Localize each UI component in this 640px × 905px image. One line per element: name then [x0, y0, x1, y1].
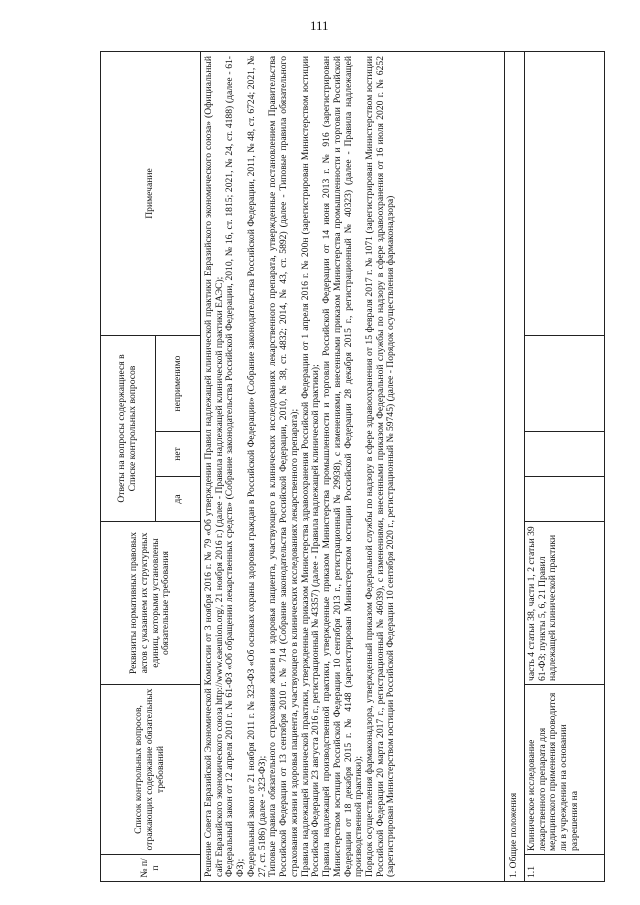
preamble-paragraph: Решение Совета Евразийской Экономической Комиссии от 3 ноября 2016 г. № 79 «Об утверждении Правил надлежащей клинической практики Евразийского экономического союза» (Официальный сайт Евразийского экономического союза http://www.eaeunion.org/, 21 ноября 2016 г.) (далее - Правила надлежащей клинической практики ЕАЭС); — [203, 56, 225, 877]
header-na: неприменимо — [156, 336, 201, 432]
checklist-table — [100, 51, 605, 882]
preamble-paragraph: Правила надлежащей производственной практики, утвержденные приказом Министерства промышленности и торговли Российской Федерации от 14 июня 2013 г. № 916 (зарегистрирован Министерством юстиции Российской Федерации 10 сентября 2013 г., регистрационный № 29938), с изменениями, внесенными приказом Министерства промышленности и торговли Российской Федерации от 18 декабря 2015 г. № 4148 (зарегистрирован Министерством юстиции Российской Федерации 28 декабря 2015 г., регистрационный № 40323) (далее - Правила надлежащей производственной практики); — [321, 56, 365, 877]
row-requisites: часть 4 статьи 38, части 1, 2 статьи 39 61-ФЗ; пункты 5, 6, 21 Правил надлежащей клинической практики — [525, 522, 605, 685]
row-answer-yes[interactable] — [525, 477, 605, 522]
preamble-paragraph: Федеральный закон от 21 ноября 2011 г. № 323-ФЗ «Об основах охраны здоровья граждан в Российской Федерации» (Собрание законодательства Российской Федерации, 2011, № 48, ст. 6724; 2021, № 27, ст. 5186) (далее - 323-ФЗ); — [245, 56, 268, 877]
row-answer-na[interactable] — [525, 336, 605, 432]
row-note[interactable] — [525, 52, 605, 336]
preamble-paragraph: Федеральный закон от 12 апреля 2010 г. № 61-ФЗ «Об обращении лекарственных средств» (Собрание законодательства Российской Федерации, 2010, № 16, ст. 1815; 2021, № 24, ст. 4188) (далее - 61-ФЗ); — [224, 56, 247, 877]
header-no: нет — [156, 432, 201, 477]
header-yes: да — [156, 477, 201, 522]
preamble-paragraph: Типовые правила обязательного страхования жизни и здоровья пациента, участвующего в клинических исследованиях лекарственного препарата, утвержденные постановлением Правительства Российской Федерации от 13 сентября 2010 г. № 714 (Собрание законодательства Российской Федерации, 2010, № 38, ст. 4832; 2014, № 43, ст. 5892) (далее - Типовые правила обязательного страхования жизни и здоровья пациента, участвующего в клинических исследованиях лекарственного препарата); — [267, 56, 300, 877]
normative-acts-preamble — [201, 52, 505, 882]
preamble-paragraph: Правила надлежащей клинической практики, утвержденные приказом Министерства здравоохранения Российской Федерации от 1 апреля 2016 г. № 200н (зарегистрирован Министерством юстиции Российской Федерации 23 августа 2016 г., регистрационный № 43357) (далее - Правила надлежащей клинической практики); — [299, 56, 322, 877]
rotated-table-page — [100, 52, 605, 882]
header-note: Примечание — [101, 52, 201, 336]
section-title: 1. Общие положения — [505, 52, 525, 882]
header-num: № п/п — [101, 855, 201, 882]
preamble-paragraph: Порядок осуществления фармаконадзора, утвержденный приказом Федеральной службы по надзору в сфере здравоохранения от 15 февраля 2017 г. № 1071 (зарегистрирован Министерством юстиции Российской Федерации 20 марта 2017 г., регистрационный № 46039), с изменениями, внесенными приказом Федеральной службы по надзору в сфере здравоохранения от 16 июля 2020 г. № 6252 (зарегистрирован Министерством юстиции Российской Федерации 10 сентября 2020 г., регистрационный № 59745) (далее - Порядок осуществления фармаконадзора) — [364, 56, 397, 877]
row-answer-no[interactable] — [525, 432, 605, 477]
header-answers: Ответы на вопросы содержащиеся в Списке контрольных вопросов — [101, 336, 156, 522]
row-question: Клиническое исследование лекарственного препарата для медицинского применения проводится ли в учреждении на основании разрешения на — [525, 685, 605, 855]
header-questions: Список контрольных вопросов, отражающих содержание обязательных требований — [101, 685, 201, 855]
page-number: 111 — [310, 18, 329, 33]
header-requisites: Реквизиты нормативных правовых актов с указанием их структурных единиц, которыми установлены обязательные требования — [101, 522, 201, 685]
row-num: 1.1 — [525, 855, 605, 882]
